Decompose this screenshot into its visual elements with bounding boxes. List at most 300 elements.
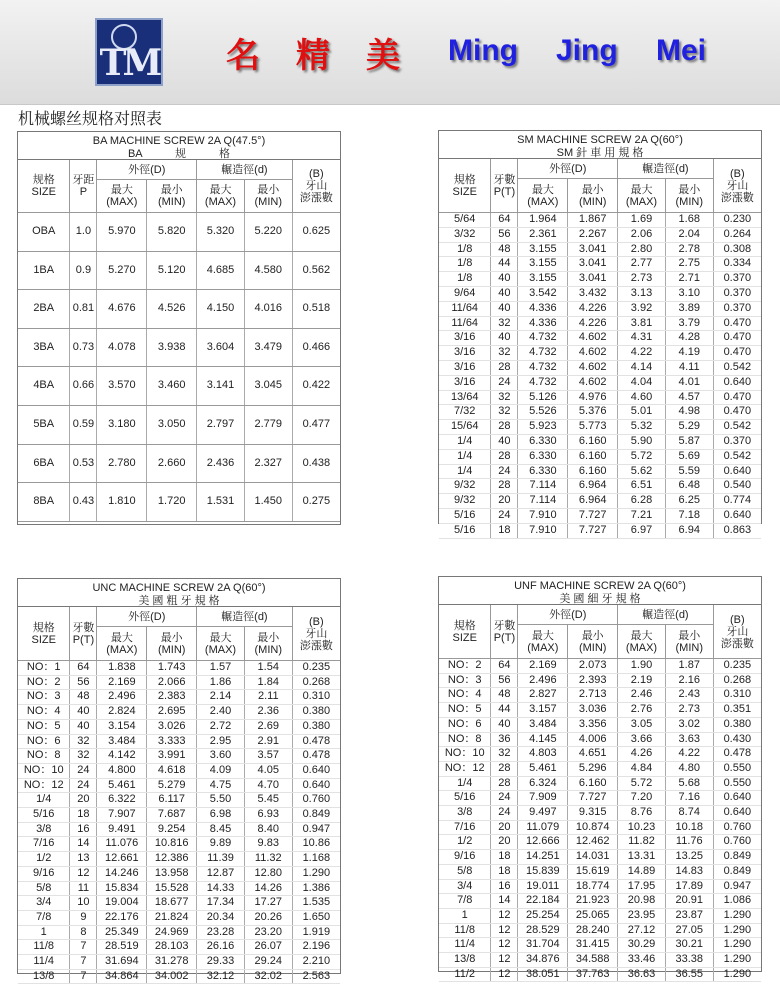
table-cell: 1/2 [18, 852, 70, 867]
table-cell: 1.290 [713, 908, 761, 923]
unf-header-b3: 澎漲數 [720, 637, 754, 650]
table-cell: NO：6 [18, 734, 70, 749]
unc-col-b [292, 607, 340, 661]
sm-header-min-en: (MIN) [578, 195, 607, 208]
table-cell: 0.760 [713, 820, 761, 835]
table-cell: 13 [70, 852, 97, 867]
table-cell: 4.60 [618, 390, 666, 405]
table-row [439, 242, 761, 257]
table-cell: 3.041 [568, 272, 618, 287]
table-cell: 1.838 [97, 661, 147, 676]
brand-cn-char-2: 精 [296, 36, 330, 76]
table-cell: NO：2 [439, 659, 491, 674]
table-cell: 56 [491, 673, 518, 688]
table-cell: 14 [70, 837, 97, 852]
table-cell: 5.50 [197, 793, 245, 808]
table-cell: 40 [491, 717, 518, 732]
table-cell: 0.562 [292, 251, 340, 290]
table-cell: 4.732 [518, 375, 568, 390]
table-cell: 2.361 [518, 227, 568, 242]
table-cell: 4.336 [518, 301, 568, 316]
table-cell: 2.72 [197, 719, 245, 734]
table-cell: 0.422 [292, 367, 340, 406]
table-cell: 40 [491, 434, 518, 449]
table-row [439, 850, 761, 865]
table-cell: 11/4 [439, 938, 491, 953]
unc-header-pitch: 牙數 [72, 621, 95, 634]
table-cell: 1/4 [439, 776, 491, 791]
table-cell: 7.21 [618, 508, 666, 523]
table-row [18, 367, 340, 406]
table-cell: 23.87 [665, 908, 713, 923]
table-cell: 17.95 [618, 879, 666, 894]
table-cell: 4.651 [568, 747, 618, 762]
table-cell: 1.69 [618, 213, 666, 228]
ba-col-od-min [147, 180, 197, 213]
table-cell: 1.68 [665, 213, 713, 228]
table-cell: 6.160 [568, 434, 618, 449]
table-cell: 1.650 [292, 910, 340, 925]
unc-header-min-en: (MIN) [254, 643, 283, 656]
ba-table-caption [18, 132, 340, 160]
unf-header-b2: 牙山 [726, 625, 749, 638]
table-cell: 36.55 [665, 967, 713, 982]
table-cell: 4.19 [665, 346, 713, 361]
table-cell: 3.60 [197, 749, 245, 764]
table-cell: 28.529 [518, 923, 568, 938]
sm-col-rd-max [618, 179, 666, 213]
table-cell: 48 [491, 688, 518, 703]
ba-header-min-en: (MIN) [157, 196, 186, 208]
table-cell: 7/16 [18, 837, 70, 852]
table-cell: 10.816 [147, 837, 197, 852]
table-cell: 7/8 [439, 894, 491, 909]
table-cell: 7 [70, 955, 97, 970]
unc-header-max: 最大 [110, 631, 133, 644]
table-cell: 33.46 [618, 953, 666, 968]
table-cell: 1.290 [713, 923, 761, 938]
table-cell: 0.275 [292, 483, 340, 522]
unc-col-od [97, 607, 197, 627]
table-cell: 7.114 [518, 494, 568, 509]
table-cell: 10.86 [292, 837, 340, 852]
table-row [439, 331, 761, 346]
table-cell: 2.563 [292, 969, 340, 984]
table-cell: 0.264 [713, 227, 761, 242]
table-cell: 4.016 [244, 290, 292, 329]
sm-header-b3: 澎漲數 [720, 191, 754, 204]
table-row [439, 479, 761, 494]
unc-header-size: 規格 [32, 621, 55, 634]
table-cell: 8.40 [244, 822, 292, 837]
table-cell: 7.727 [568, 523, 618, 538]
sm-title: SM MACHINE SCREW 2A Q(60°) [517, 134, 683, 146]
table-cell: 32 [70, 734, 97, 749]
table-cell: 10 [70, 896, 97, 911]
table-cell: 20.98 [618, 894, 666, 909]
table-cell: 11/2 [439, 967, 491, 982]
table-cell: 4.602 [568, 346, 618, 361]
table-cell: 37.763 [568, 967, 618, 982]
unf-header-size: 規格 [453, 619, 476, 632]
unf-col-b [713, 605, 761, 659]
unc-header-b3: 澎漲數 [299, 639, 333, 652]
table-row [439, 659, 761, 674]
table-cell: 2.73 [665, 703, 713, 718]
table-cell: 0.470 [713, 346, 761, 361]
brand-en-word-jing: Jing [556, 34, 618, 67]
table-cell: 5.29 [665, 420, 713, 435]
table-cell: 18 [491, 523, 518, 538]
table-cell: 4.84 [618, 761, 666, 776]
table-cell: 4.226 [568, 301, 618, 316]
sm-header-min: 最小 [678, 183, 701, 196]
table-row [439, 879, 761, 894]
table-cell: 44 [491, 257, 518, 272]
table-cell: 0.430 [713, 732, 761, 747]
table-cell: 5/8 [439, 864, 491, 879]
table-row [18, 719, 340, 734]
table-cell: NO：5 [439, 703, 491, 718]
table-cell: 25.065 [568, 908, 618, 923]
table-cell: 3.141 [197, 367, 245, 406]
table-cell: 0.518 [292, 290, 340, 329]
unf-header-max-en: (MAX) [527, 641, 559, 654]
table-row [18, 661, 340, 676]
brand-cn-char-3: 美 [366, 36, 400, 76]
table-row [439, 508, 761, 523]
table-cell: 3.570 [97, 367, 147, 406]
table-cell: 32 [491, 316, 518, 331]
table-row [439, 213, 761, 228]
table-cell: 0.640 [292, 778, 340, 793]
table-cell: 0.478 [292, 749, 340, 764]
table-cell: 0.640 [292, 763, 340, 778]
ba-spec-table [17, 131, 341, 525]
table-cell: 4.28 [665, 331, 713, 346]
table-cell: 4.732 [518, 346, 568, 361]
table-cell: 15/64 [439, 420, 491, 435]
unc-col-rd-min [244, 627, 292, 661]
table-cell: 0.550 [713, 776, 761, 791]
table-cell: 9.83 [244, 837, 292, 852]
table-cell: 2.779 [244, 405, 292, 444]
table-cell: 4.70 [244, 778, 292, 793]
table-cell: 6.94 [665, 523, 713, 538]
table-cell: 0.470 [713, 331, 761, 346]
table-cell: 6.93 [244, 808, 292, 823]
table-row [439, 688, 761, 703]
sm-header-b: (B) [729, 167, 745, 180]
ba-header-od: 外徑(D) [128, 163, 166, 176]
table-cell: 1.0 [70, 213, 97, 252]
table-cell: 11.076 [97, 837, 147, 852]
table-cell: 24 [491, 806, 518, 821]
table-row [18, 896, 340, 911]
table-cell: 27.12 [618, 923, 666, 938]
table-cell: 0.380 [713, 717, 761, 732]
ba-col-rd [197, 160, 293, 180]
table-cell: 2.43 [665, 688, 713, 703]
table-cell: 2.04 [665, 227, 713, 242]
table-cell: 3/16 [439, 360, 491, 375]
table-cell: 32 [70, 749, 97, 764]
table-cell: 3/16 [439, 331, 491, 346]
table-cell: 0.863 [713, 523, 761, 538]
table-cell: 29.33 [197, 955, 245, 970]
table-cell: 20.91 [665, 894, 713, 909]
table-cell: 4.580 [244, 251, 292, 290]
table-cell: 0.640 [713, 508, 761, 523]
unc-col-rd-max [197, 627, 245, 661]
table-cell: 13.25 [665, 850, 713, 865]
table-row [439, 420, 761, 435]
table-cell: 40 [70, 719, 97, 734]
table-cell: 22.184 [518, 894, 568, 909]
table-cell: 14 [491, 894, 518, 909]
table-cell: 56 [491, 227, 518, 242]
table-cell: 2.066 [147, 675, 197, 690]
table-cell: 2.267 [568, 227, 618, 242]
table-cell: 6.964 [568, 494, 618, 509]
table-row [439, 923, 761, 938]
table-cell: 11/8 [439, 923, 491, 938]
table-cell: 0.550 [713, 761, 761, 776]
table-cell: 17.34 [197, 896, 245, 911]
table-cell: 23.20 [244, 925, 292, 940]
table-row [439, 894, 761, 909]
table-cell: 24 [491, 508, 518, 523]
table-cell: 4.336 [518, 316, 568, 331]
table-cell: 13/8 [18, 969, 70, 984]
table-cell: 0.370 [713, 434, 761, 449]
table-row [439, 747, 761, 762]
table-cell: 6.117 [147, 793, 197, 808]
table-cell: 26.16 [197, 940, 245, 955]
table-cell: 1.810 [97, 483, 147, 522]
table-cell: 13/64 [439, 390, 491, 405]
table-cell: 4.145 [518, 732, 568, 747]
unf-title: UNF MACHINE SCREW 2A Q(60°) [514, 580, 686, 592]
table-cell: NO：4 [18, 705, 70, 720]
table-cell: 40 [491, 272, 518, 287]
table-row [18, 866, 340, 881]
table-cell: 34.002 [147, 969, 197, 984]
table-cell: 0.640 [713, 464, 761, 479]
table-cell: 2.073 [568, 659, 618, 674]
table-row [18, 910, 340, 925]
table-cell: 28 [491, 776, 518, 791]
table-cell: 19.004 [97, 896, 147, 911]
table-cell: 18 [491, 864, 518, 879]
table-cell: 4.685 [197, 251, 245, 290]
table-cell: 12.386 [147, 852, 197, 867]
table-cell: 21.923 [568, 894, 618, 909]
table-cell: 12.666 [518, 835, 568, 850]
table-cell: 1.964 [518, 213, 568, 228]
table-cell: 3.92 [618, 301, 666, 316]
table-cell: 4.602 [568, 331, 618, 346]
table-cell: 2.78 [665, 242, 713, 257]
table-cell: 20 [70, 793, 97, 808]
table-row [439, 375, 761, 390]
table-cell: 1.867 [568, 213, 618, 228]
table-cell: 6.330 [518, 449, 568, 464]
table-cell: 3.041 [568, 257, 618, 272]
table-cell: 1.54 [244, 661, 292, 676]
table-cell: 24 [491, 375, 518, 390]
table-cell: 4.526 [147, 290, 197, 329]
table-cell: OBA [18, 213, 70, 252]
table-cell: 5/16 [439, 523, 491, 538]
table-cell: 18.774 [568, 879, 618, 894]
table-cell: 1.90 [618, 659, 666, 674]
table-cell: 14.26 [244, 881, 292, 896]
table-cell: 3.10 [665, 286, 713, 301]
table-cell: 14.83 [665, 864, 713, 879]
unf-header-size-en: SIZE [452, 631, 477, 644]
table-cell: 4BA [18, 367, 70, 406]
table-cell: 28 [491, 449, 518, 464]
table-cell: 3/16 [439, 375, 491, 390]
table-row [439, 316, 761, 331]
table-cell: 3.05 [618, 717, 666, 732]
table-cell: 24.969 [147, 925, 197, 940]
table-cell: 3.155 [518, 242, 568, 257]
table-cell: 31.415 [568, 938, 618, 953]
table-cell: 0.438 [292, 444, 340, 483]
table-cell: 1.290 [713, 967, 761, 982]
table-cell: 20.34 [197, 910, 245, 925]
sm-spec-table [438, 130, 762, 536]
table-cell: 5.376 [568, 405, 618, 420]
table-cell: 0.43 [70, 483, 97, 522]
table-cell: 0.235 [713, 659, 761, 674]
table-cell: 6.160 [568, 776, 618, 791]
sm-header-rd: 輾造徑(d) [642, 162, 689, 175]
table-cell: 4.75 [197, 778, 245, 793]
table-cell: 2.06 [618, 227, 666, 242]
table-cell: 18 [70, 808, 97, 823]
table-cell: 2.40 [197, 705, 245, 720]
table-cell: 28 [491, 420, 518, 435]
table-cell: 2.824 [97, 705, 147, 720]
table-cell: 13/8 [439, 953, 491, 968]
table-cell: 4.803 [518, 747, 568, 762]
table-cell: 0.9 [70, 251, 97, 290]
table-row [18, 251, 340, 290]
table-row [18, 763, 340, 778]
sm-col-od-max [518, 179, 568, 213]
table-cell: 3.79 [665, 316, 713, 331]
ba-col-od-max [97, 180, 147, 213]
table-cell: 14.246 [97, 866, 147, 881]
table-cell: 3.484 [518, 717, 568, 732]
table-cell: 4.11 [665, 360, 713, 375]
table-cell: 9.254 [147, 822, 197, 837]
table-cell: 7.910 [518, 508, 568, 523]
unc-header-max-en: (MAX) [204, 643, 237, 656]
table-cell: 8BA [18, 483, 70, 522]
table-cell: 0.849 [292, 808, 340, 823]
table-cell: 11/64 [439, 316, 491, 331]
table-cell: 4.22 [618, 346, 666, 361]
table-cell: 7.910 [518, 523, 568, 538]
table-cell: 2.713 [568, 688, 618, 703]
table-cell: 29.24 [244, 955, 292, 970]
table-row [439, 820, 761, 835]
table-row [18, 940, 340, 955]
table-cell: 32.12 [197, 969, 245, 984]
table-cell: 6.330 [518, 434, 568, 449]
table-cell: 6.322 [97, 793, 147, 808]
table-cell: 6.330 [518, 464, 568, 479]
table-cell: 0.268 [292, 675, 340, 690]
unc-title: UNC MACHINE SCREW 2A Q(60°) [92, 582, 266, 594]
table-cell: 3.991 [147, 749, 197, 764]
table-row [439, 464, 761, 479]
table-cell: 0.542 [713, 360, 761, 375]
table-cell: 9.497 [518, 806, 568, 821]
table-cell: 12.462 [568, 835, 618, 850]
table-cell: 3/8 [18, 822, 70, 837]
table-row [439, 434, 761, 449]
table-cell: 6.48 [665, 479, 713, 494]
table-cell: 6BA [18, 444, 70, 483]
table-row [439, 673, 761, 688]
table-cell: 25.254 [518, 908, 568, 923]
table-cell: 1.743 [147, 661, 197, 676]
table-cell: 3.432 [568, 286, 618, 301]
table-cell: 9/16 [18, 866, 70, 881]
table-cell: 12 [491, 953, 518, 968]
ba-header-size: 规格 [32, 174, 55, 186]
table-cell: 2BA [18, 290, 70, 329]
table-cell: 7.114 [518, 479, 568, 494]
table-cell: 3.045 [244, 367, 292, 406]
unf-col-od [518, 605, 618, 625]
table-cell: 7.20 [618, 791, 666, 806]
ba-header-min: 最小 [160, 184, 183, 196]
table-cell: 2.327 [244, 444, 292, 483]
table-cell: 28.240 [568, 923, 618, 938]
ba-header-size-en: SIZE [31, 186, 56, 198]
table-cell: 24 [491, 464, 518, 479]
sm-header-min-en: (MIN) [675, 195, 704, 208]
table-cell: 6.98 [197, 808, 245, 823]
table-cell: 12.661 [97, 852, 147, 867]
table-cell: 1.919 [292, 925, 340, 940]
table-cell: 13.958 [147, 866, 197, 881]
table-cell: 5/16 [18, 808, 70, 823]
table-cell: 0.53 [70, 444, 97, 483]
table-cell: 4.31 [618, 331, 666, 346]
table-cell: 5.296 [568, 761, 618, 776]
unc-header-min: 最小 [160, 631, 183, 644]
table-cell: 2.169 [518, 659, 568, 674]
table-cell: 2.660 [147, 444, 197, 483]
table-cell: 7/8 [18, 910, 70, 925]
table-cell: 40 [491, 301, 518, 316]
table-row [439, 360, 761, 375]
table-cell: 40 [491, 286, 518, 301]
table-cell: 26.07 [244, 940, 292, 955]
unc-header-od: 外徑(D) [128, 610, 166, 623]
table-cell: 3/8 [439, 806, 491, 821]
table-cell: 28 [491, 761, 518, 776]
table-cell: 5/16 [439, 508, 491, 523]
table-cell: 3.460 [147, 367, 197, 406]
